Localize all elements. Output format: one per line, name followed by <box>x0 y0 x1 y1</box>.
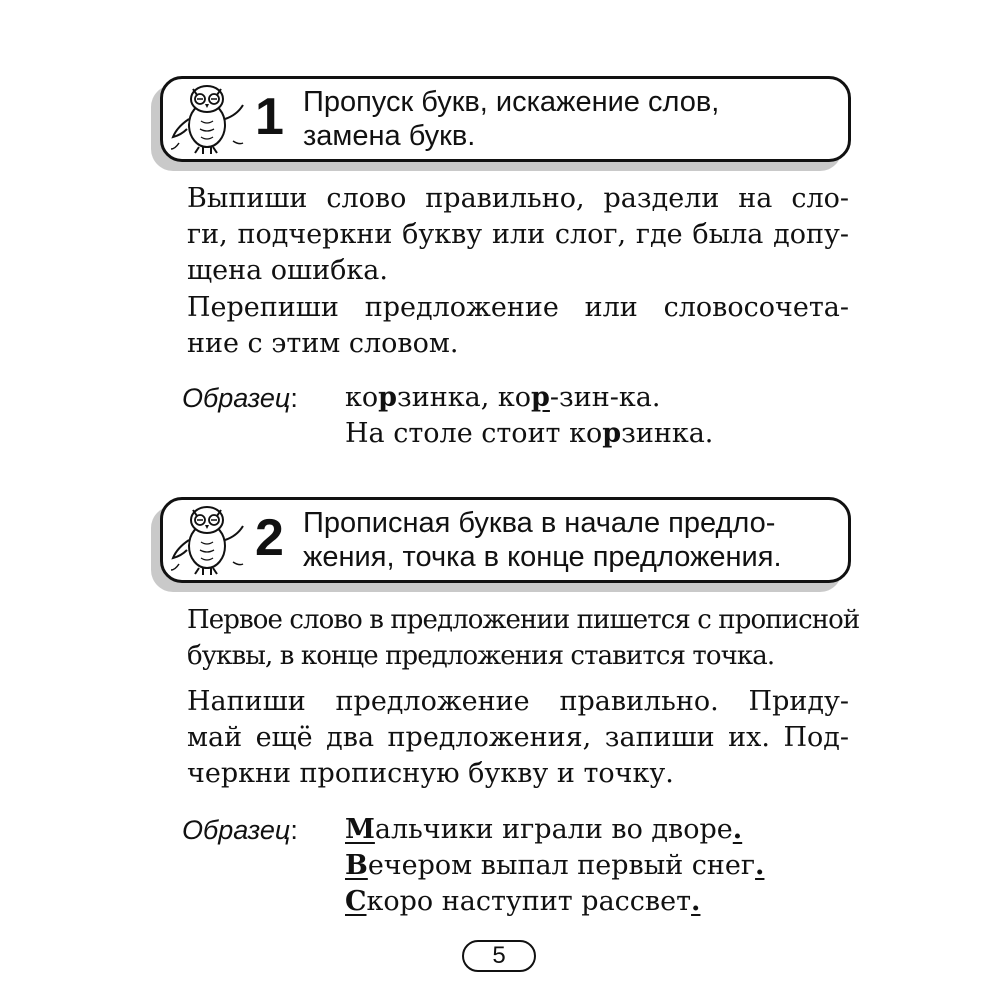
rule-number: 1 <box>255 88 284 146</box>
owl-icon <box>167 81 247 157</box>
rule-1-example <box>345 380 713 452</box>
rule-number: 2 <box>255 509 284 567</box>
rule-2-header <box>160 497 851 583</box>
rule-1-header <box>160 76 851 162</box>
owl-icon <box>167 502 247 578</box>
rule-title-line: замена букв. <box>303 120 476 152</box>
example-label: Образец: <box>182 383 298 413</box>
paragraph-line: щена ошибка. <box>187 255 388 286</box>
rule-title <box>303 506 843 574</box>
rule-title <box>303 85 843 153</box>
paragraph-line: черкни прописную букву и точку. <box>187 758 674 789</box>
example-line: Скоро наступит рассвет. <box>345 886 701 917</box>
page-number: 5 <box>462 940 536 972</box>
rule-title-line: Пропуск букв, искажение слов, <box>303 86 720 118</box>
example-line: На столе стоит корзинка. <box>345 418 714 449</box>
example-line: Вечером выпал первый снег. <box>345 850 765 881</box>
paragraph-line: ние с этим словом. <box>187 328 459 359</box>
rule-title-line: жения, точка в конце предложения. <box>303 541 782 573</box>
rule-1-instruction-1 <box>187 181 849 289</box>
paragraph-line: Напиши предложение правильно. Приду- <box>187 686 849 717</box>
paragraph-line: Перепиши предложение или словосочета- <box>187 292 849 323</box>
paragraph-line: буквы, в конце предложения ставится точка. <box>187 641 775 671</box>
rule-2-statement <box>187 602 860 674</box>
rule-2-example <box>345 812 764 920</box>
example-line: корзинка, кор-зин-ка. <box>345 382 661 413</box>
rule-title-line: Прописная буква в начале предло- <box>303 507 776 539</box>
paragraph-line: Выпиши слово правильно, раздели на сло- <box>187 183 849 214</box>
paragraph-line: май ещё два предложения, запиши их. Под- <box>187 722 849 753</box>
rule-2-instruction <box>187 684 849 792</box>
paragraph-line: Первое слово в предложении пишется с прописной <box>187 605 860 635</box>
rule-1-instruction-2 <box>187 290 849 362</box>
example-line: Мальчики играли во дворе. <box>345 814 743 845</box>
paragraph-line: ги, подчеркни букву или слог, где была допу- <box>187 219 849 250</box>
example-label: Образец: <box>182 815 298 845</box>
